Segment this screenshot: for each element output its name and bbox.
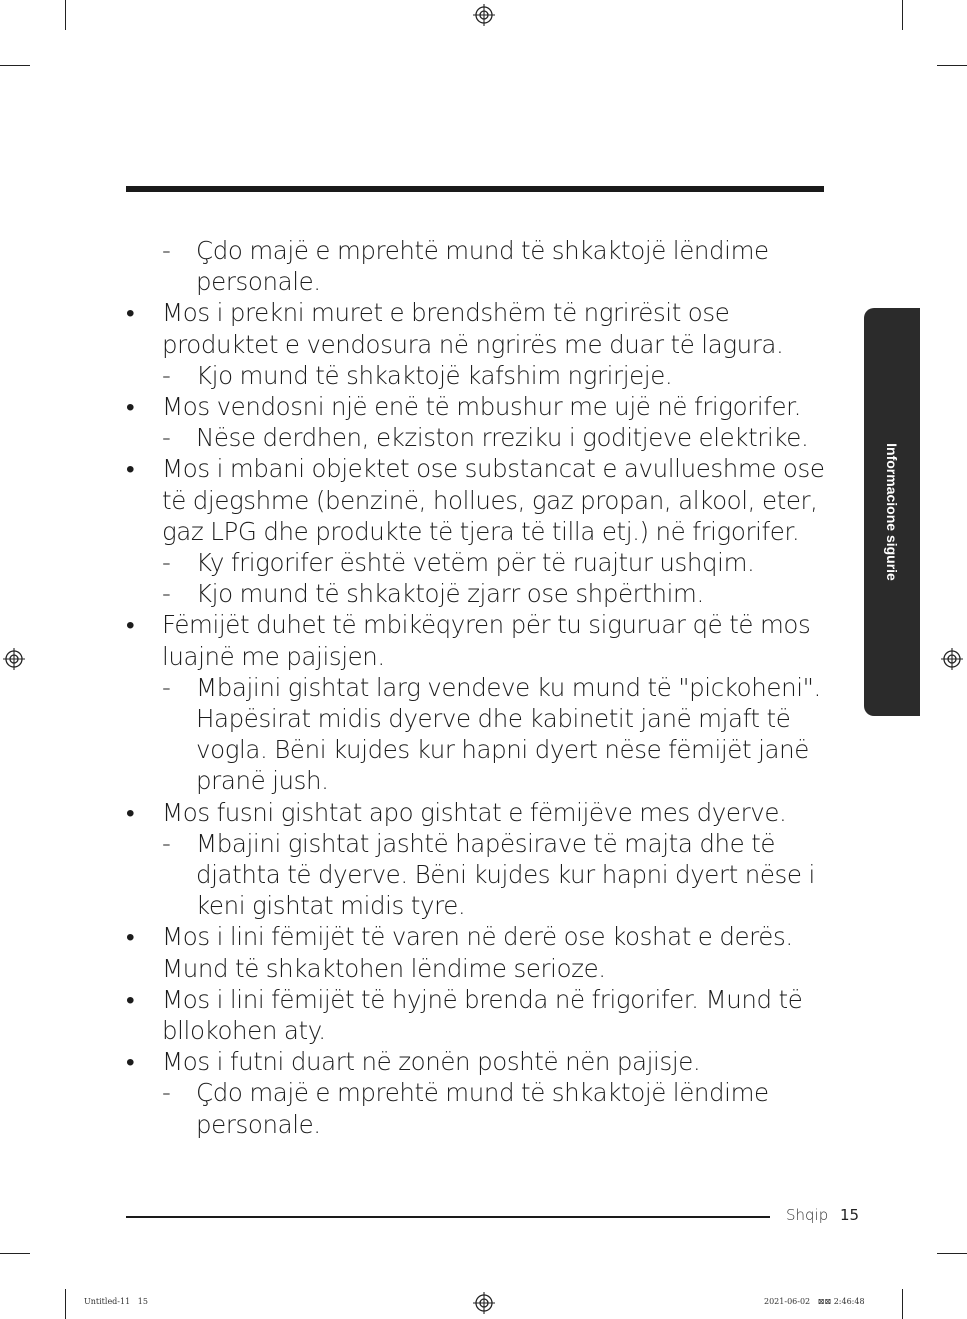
dash-marker: - [162, 423, 171, 453]
safety-list [126, 235, 826, 1140]
sub-item [126, 360, 826, 391]
bullet-item [126, 297, 826, 359]
sub-item [126, 1077, 826, 1139]
dash-marker: - [162, 828, 171, 858]
bullet-item [126, 453, 826, 547]
sub-item [126, 672, 826, 797]
registration-mark-icon [473, 1292, 495, 1314]
crop-mark [0, 65, 30, 66]
bullet-item-text: Mos i mbani objektet ose substancat e avullueshme ose të djegshme (benzinë, hollues, gaz propan, alkool, eter, gaz LPG dhe produkte të tjera të tilla etj.) në frigorifer. [162, 454, 825, 546]
bullet-item-text: Mos fusni gishtat apo gishtat e fëmijëve mes dyerve. [162, 797, 787, 827]
crop-mark [937, 65, 967, 66]
sub-item-text: Nëse derdhen, ekziston rreziku i goditjeve elektrike. [196, 423, 809, 453]
dash-marker: - [162, 236, 171, 265]
section-tab-label: Informacione sigurie [884, 443, 900, 581]
registration-mark-icon [473, 4, 495, 26]
bullet-marker: • [126, 984, 135, 1014]
footer-language: Shqip [786, 1206, 829, 1224]
crop-mark [65, 1289, 66, 1319]
bullet-marker: • [126, 797, 135, 827]
header-rule [126, 186, 824, 192]
bullet-item [126, 984, 826, 1046]
dash-marker: - [162, 579, 171, 609]
bullet-marker: • [126, 298, 135, 328]
print-timestamp: 2021-06-02 ⊠⊠ 2:46:48 [764, 1297, 865, 1306]
sub-item-text: Çdo majë e mprehtë mund të shkaktojë lëndime personale. [196, 236, 769, 297]
dash-marker: - [162, 672, 171, 702]
sub-item [126, 547, 826, 578]
bullet-item [126, 609, 826, 671]
bullet-item-text: Mos vendosni një enë të mbushur me ujë në frigorifer. [162, 392, 801, 422]
sub-item-text: Mbajini gishtat jashtë hapësirave të majta dhe të djathta të dyerve. Bëni kujdes kur hapni dyert nëse i keni gishtat midis tyre. [196, 828, 815, 921]
dash-marker: - [162, 548, 171, 578]
bullet-item-text: Fëmijët duhet të mbikëqyren për tu siguruar që të mos luajnë me pajisjen. [162, 610, 811, 671]
page-number: 15 [840, 1206, 860, 1224]
print-file-label: Untitled-11 15 [84, 1297, 148, 1306]
crop-mark [65, 0, 66, 30]
bullet-item [126, 1046, 826, 1077]
bullet-item [126, 391, 826, 422]
sub-item [126, 828, 826, 922]
footer-rule [126, 1216, 770, 1218]
bullet-marker: • [126, 1047, 135, 1077]
bullet-marker: • [126, 454, 135, 484]
bullet-marker: • [126, 392, 135, 422]
bullet-marker: • [126, 610, 135, 640]
sub-item-text: Ky frigorifer është vetëm për të ruajtur ushqim. [196, 548, 755, 578]
bullet-item-text: Mos i lini fëmijët të hyjnë brenda në frigorifer. Mund të bllokohen aty. [162, 984, 803, 1046]
bullet-item-text: Mos i prekni muret e brendshëm të ngrirësit ose produktet e vendosura në ngrirës me duar të lagura. [162, 298, 784, 359]
crop-mark [0, 1253, 30, 1254]
dash-marker: - [162, 1078, 171, 1108]
bullet-item [126, 797, 826, 828]
sub-item-text: Mbajini gishtat larg vendeve ku mund të "pickoheni". Hapësirat midis dyerve dhe kabinetit janë mjaft të vogla. Bëni kujdes kur hapni dyert nëse fëmijët janë pranë jush. [196, 672, 821, 796]
crop-mark [902, 1289, 903, 1319]
bullet-item-text: Mos i futni duart në zonën poshtë nën pajisje. [162, 1047, 701, 1077]
bullet-item-text: Mos i lini fëmijët të varen në derë ose koshat e derës. Mund të shkaktohen lëndime serioze. [162, 922, 793, 983]
crop-mark [902, 0, 903, 30]
bullet-marker: • [126, 922, 135, 952]
sub-item [126, 235, 826, 297]
sub-item-text: Kjo mund të shkaktojë kafshim ngrirjeje. [196, 360, 673, 390]
crop-mark [937, 1253, 967, 1254]
sub-item [126, 578, 826, 609]
dash-marker: - [162, 360, 171, 390]
registration-mark-icon [941, 648, 963, 670]
sub-item-text: Kjo mund të shkaktojë zjarr ose shpërthim. [196, 579, 704, 609]
sub-item [126, 422, 826, 453]
registration-mark-icon [3, 648, 25, 670]
bullet-item [126, 921, 826, 983]
sub-item-text: Çdo majë e mprehtë mund të shkaktojë lëndime personale. [196, 1078, 769, 1139]
